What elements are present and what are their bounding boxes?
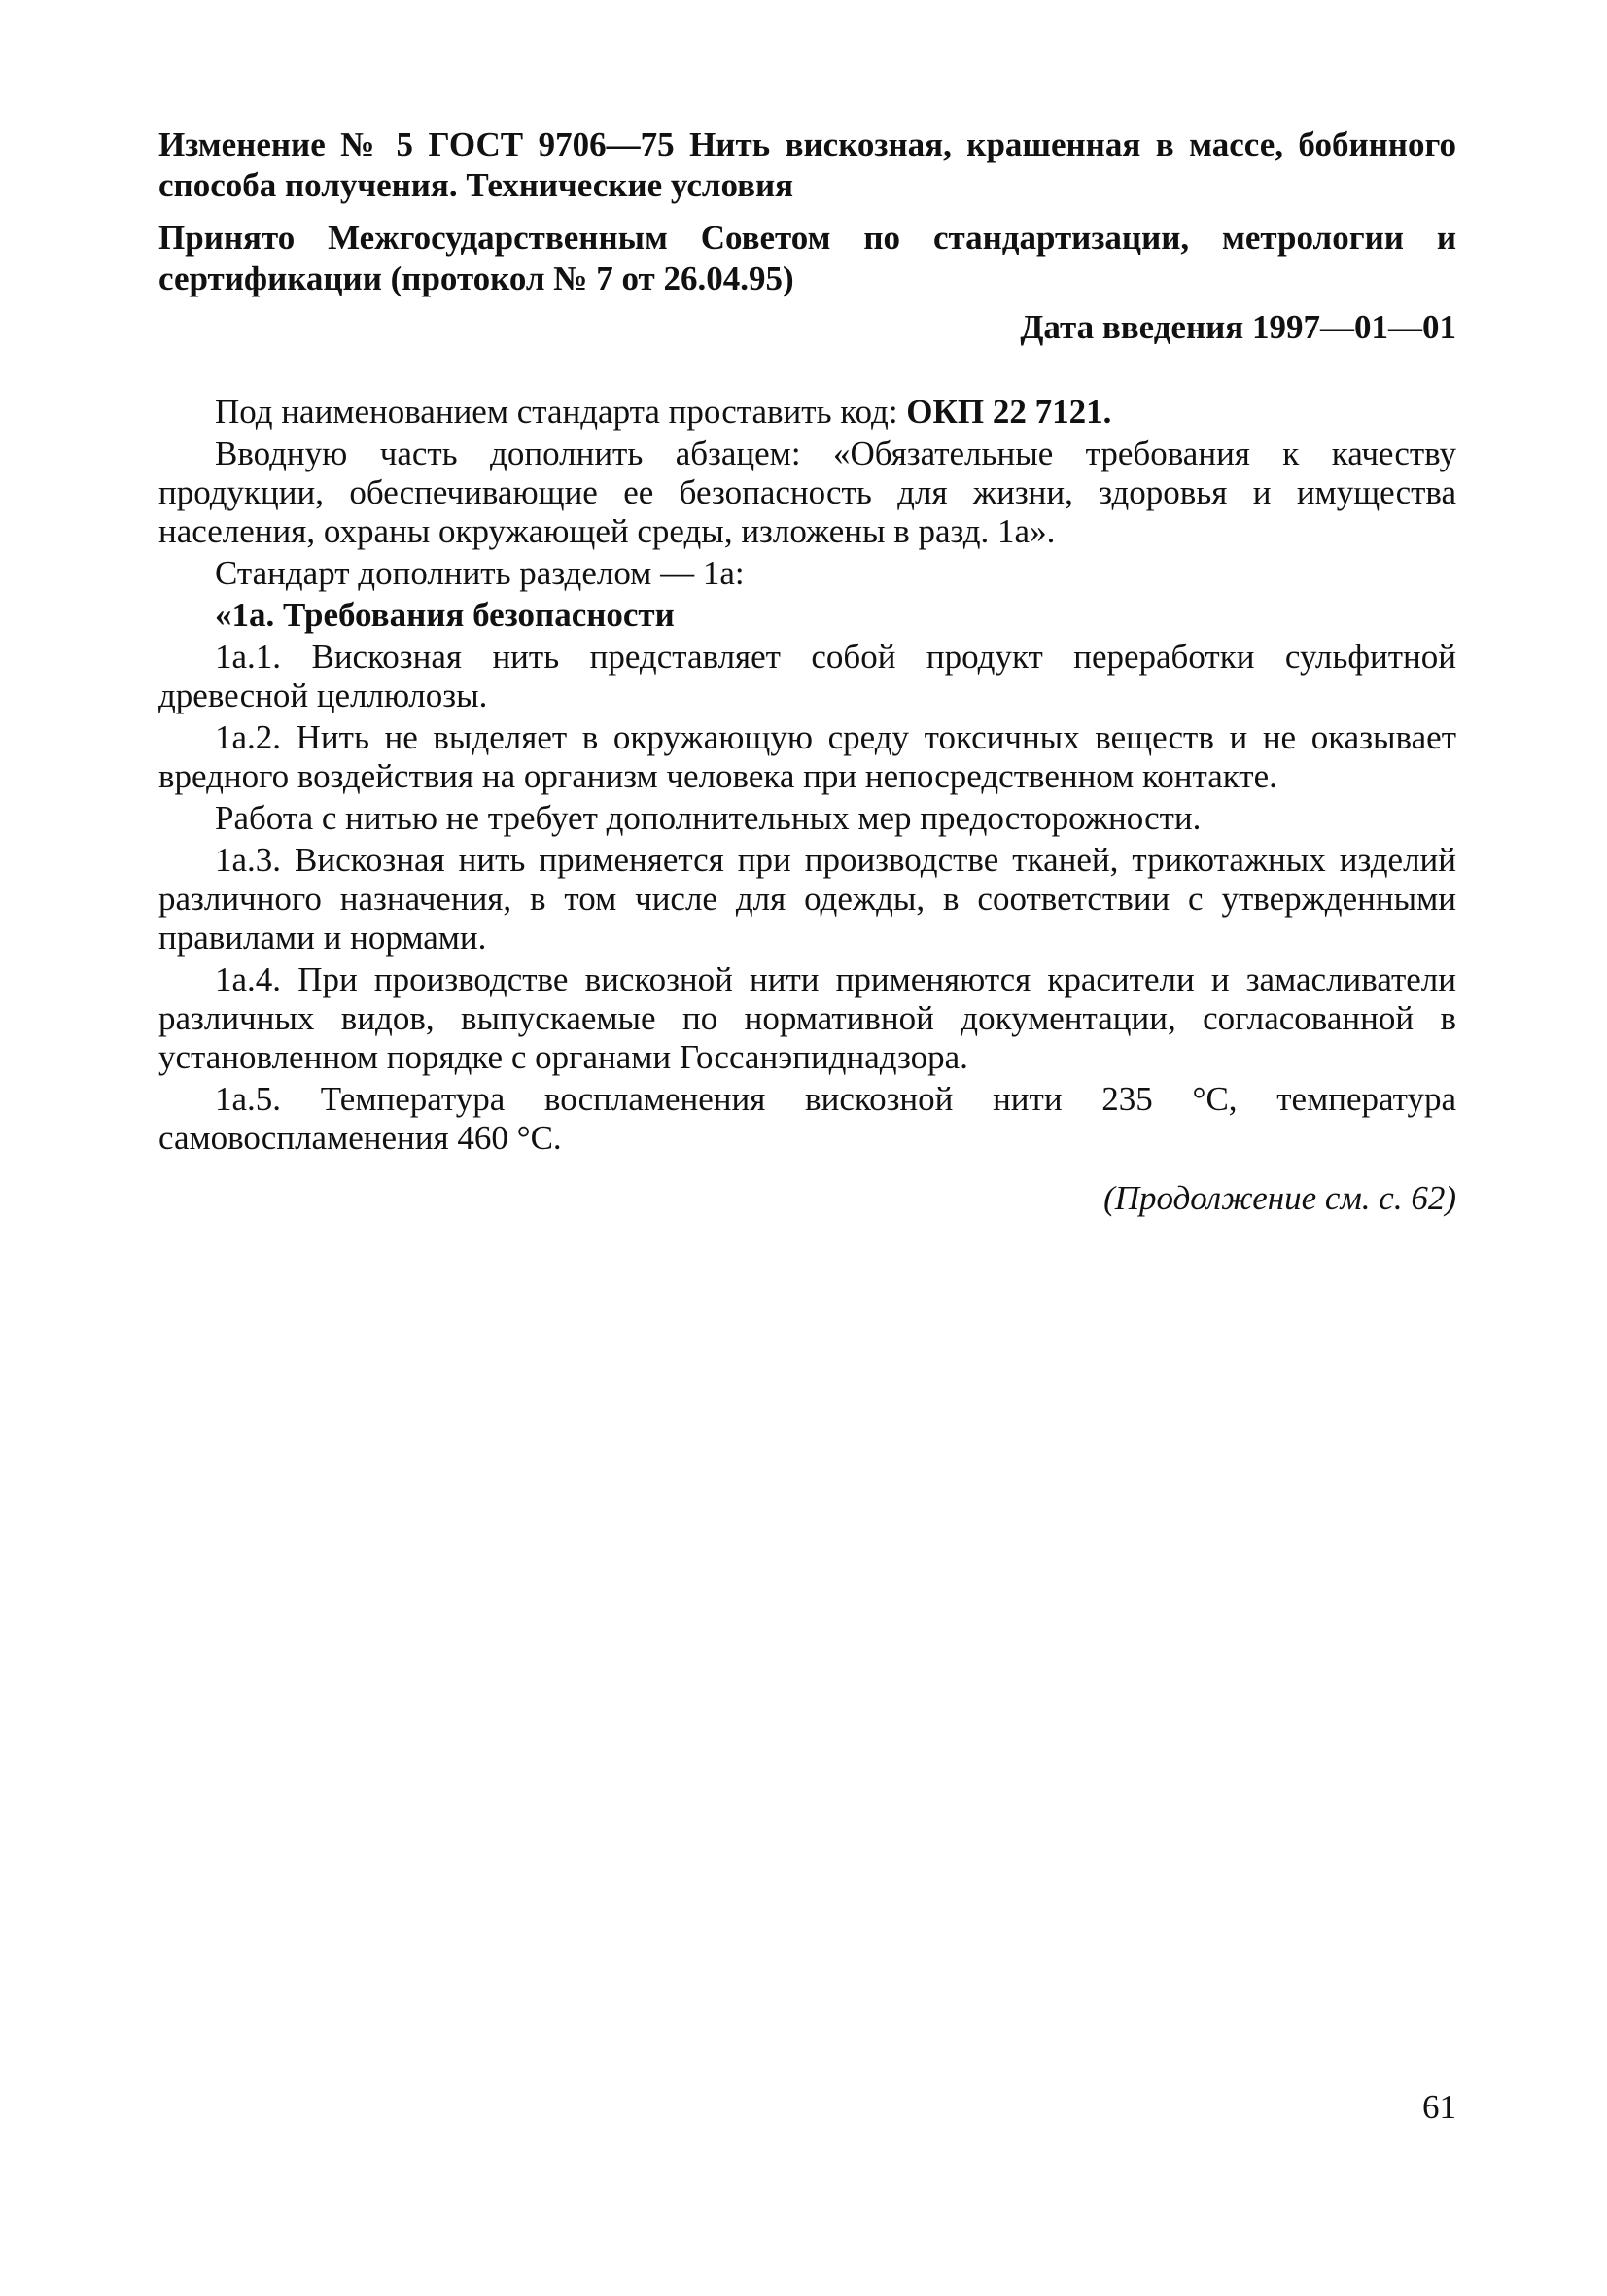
paragraph-1a3: 1а.3. Вискозная нить применяется при производстве тканей, трикотажных изделий различного назначения, в том числе для одежды, в соответствии с утвержденными правилами и нормами.: [158, 841, 1456, 957]
continuation-note: (Продолжение см. с. 62): [1103, 1179, 1456, 1217]
section-title: «1а. Требования безопасности: [215, 596, 675, 634]
paragraph-1a4: 1а.4. При производстве вискозной нити применяются красители и замасливатели различных видов, выпускаемые по нормативной документации, согласованной в установленном порядке с органами Госсанэпиднадзора.: [158, 960, 1456, 1076]
change-title: Изменение № 5 ГОСТ 9706—75 Нить вискозная, крашенная в массе, бобинного способа получения. Технические условия: [158, 125, 1456, 204]
paragraph-1a2: 1а.2. Нить не выделяет в окружающую среду токсичных веществ и не оказывает вредного воздействия на организм человека при непосредственном контакте.: [158, 718, 1456, 795]
effective-date: Дата введения 1997—01—01: [1020, 308, 1456, 346]
paragraph-okp-code: [158, 393, 1456, 432]
okp-code-value: ОКП 22 7121.: [906, 393, 1112, 431]
paragraph-intro-addition: Вводную часть дополнить абзацем: «Обязательные требования к качеству продукции, обеспечивающие ее безопасность для жизни, здоровья и имущества населения, охраны окружающей среды, изложены в разд. 1а».: [158, 435, 1456, 550]
paragraph-work-note: Работа с нитью не требует дополнительных мер предосторожности.: [215, 799, 1202, 837]
paragraph-1a5: 1а.5. Температура воспламенения вискозной нити 235 °С, температура самовоспламенения 460 °С.: [158, 1080, 1456, 1157]
document-body: [158, 393, 1456, 1158]
paragraph-1a1: 1а.1. Вискозная нить представляет собой продукт переработки сульфитной древесной целлюлозы.: [158, 638, 1456, 714]
document-page: [158, 124, 1456, 1218]
paragraph-add-section: Стандарт дополнить разделом — 1а:: [215, 554, 745, 592]
adoption-note: Принято Межгосударственным Советом по стандартизации, метрологии и сертификации (протокол № 7 от 26.04.95): [158, 219, 1456, 297]
okp-code-text: Под наименованием стандарта проставить код:: [215, 393, 907, 431]
page-number: 61: [1422, 2088, 1456, 2126]
